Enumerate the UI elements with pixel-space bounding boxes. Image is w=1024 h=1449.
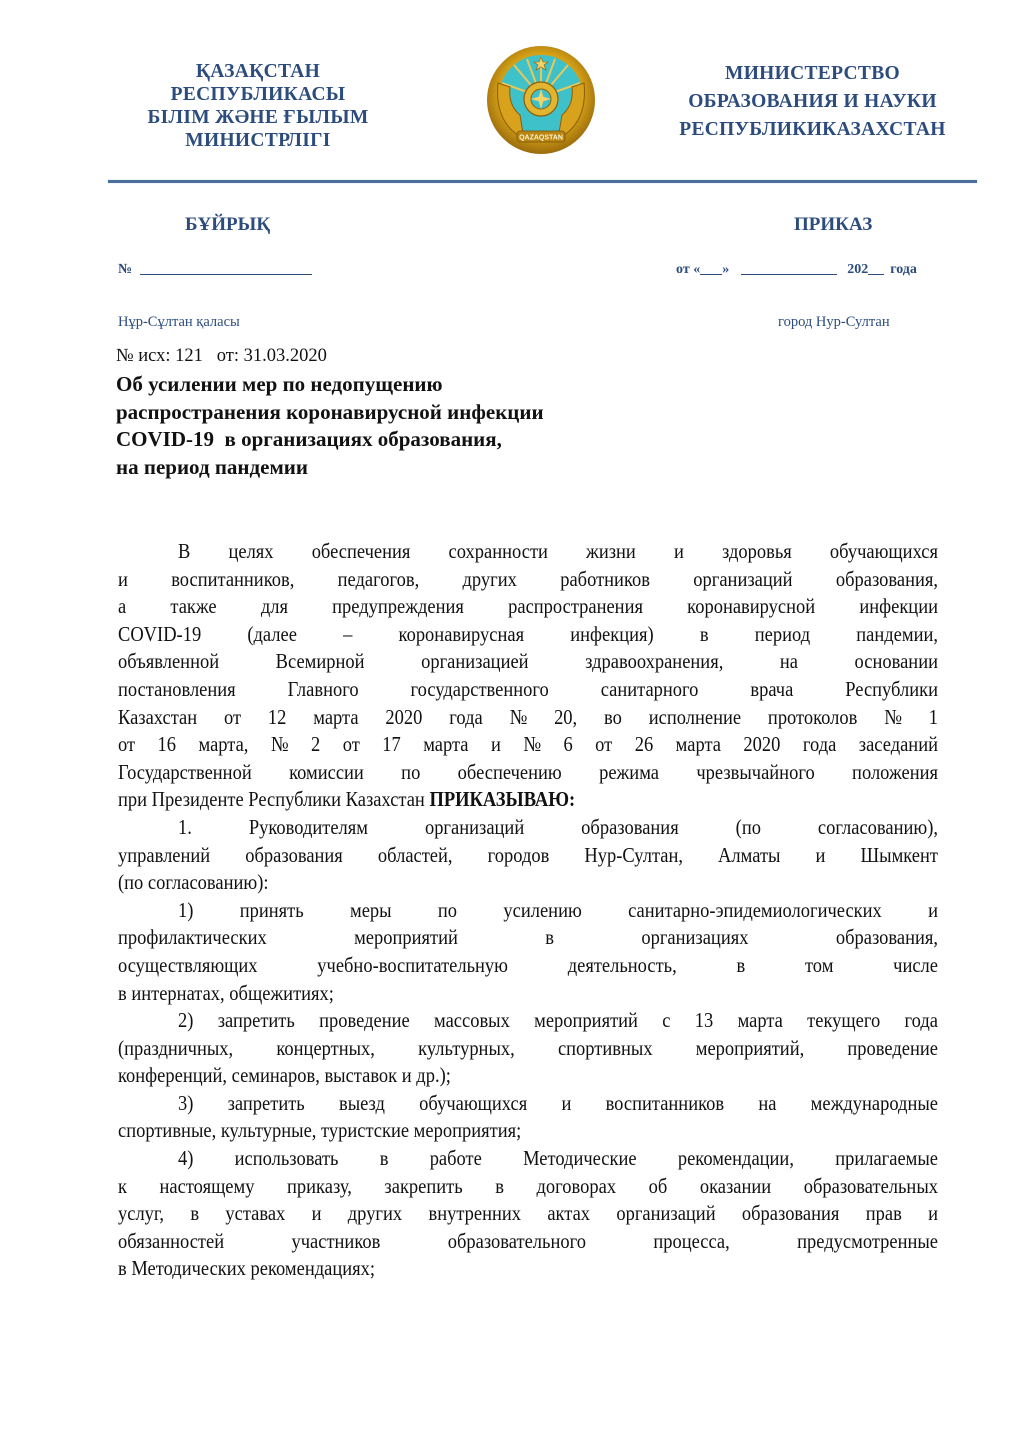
body-line <box>118 952 938 980</box>
body-text-run: В целях обеспечения сохранности жизни и здоровья обучающихся <box>178 539 938 563</box>
body-line-text <box>118 1255 375 1283</box>
body-text-run: и воспитанников, педагогов, других работников организаций образования, <box>118 566 939 591</box>
body-line <box>118 1173 938 1201</box>
body-line-text <box>118 676 938 704</box>
body-line-text <box>118 593 938 621</box>
day-blank <box>700 274 722 275</box>
body-text-run: управлений образования областей, городов Нур-Султан, Алматы и Шымкент <box>118 842 938 867</box>
order-directive: ПРИКАЗЫВАЮ: <box>429 787 576 812</box>
city-kazakh: Нұр-Сұлтан қаласы <box>118 314 240 330</box>
body-line <box>118 1035 938 1063</box>
body-line <box>118 869 938 897</box>
body-text-run: (по согласованию): <box>118 870 269 895</box>
body-line <box>118 924 938 952</box>
number-blank <box>140 274 312 275</box>
body-line <box>118 566 938 594</box>
body-line-text <box>118 924 938 952</box>
body-text-run: от 16 марта, № 2 от 17 марта и № 6 от 26 марта 2020 года заседаний <box>118 732 938 757</box>
body-line <box>118 897 938 925</box>
body-line <box>118 980 938 1008</box>
body-line <box>118 1062 938 1090</box>
body-line <box>118 731 938 759</box>
body-line <box>118 814 938 842</box>
subject-line: Об усилении мер по недопущению <box>116 372 443 396</box>
body-line-text <box>118 1228 938 1256</box>
body-line <box>118 786 938 814</box>
order-subject <box>116 371 544 481</box>
body-text-run: 2) запретить проведение массовых мероприятий с 13 марта текущего года <box>178 1008 938 1033</box>
body-text-run: спортивные, культурные, туристские мероприятия; <box>118 1118 522 1143</box>
body-line-text <box>118 952 938 980</box>
body-line-text <box>118 759 938 787</box>
body-line-text <box>118 1173 938 1201</box>
outgoing-number <box>116 346 327 367</box>
body-line-text <box>178 897 938 925</box>
body-text-run: 1) принять меры по усилению санитарно-эпидемиологических и <box>178 897 938 922</box>
body-text-run: к настоящему приказу, закрепить в договорах об оказании образовательных <box>118 1173 938 1198</box>
body-text-run: COVID-19 (далее – коронавирусная инфекция) в период пандемии, <box>118 621 939 646</box>
body-text-run: постановления Главного государственного санитарного врача Республики <box>118 676 938 701</box>
ministry-kz-line: МИНИСТРЛІГІ <box>185 130 331 151</box>
body-line-text <box>118 1062 451 1090</box>
body-text-run: 3) запретить выезд обучающихся и воспитанников на международные <box>178 1090 938 1115</box>
body-line-text <box>118 648 938 676</box>
body-line <box>118 593 938 621</box>
body-text-run: обязанностей участников образовательного процесса, предусмотренные <box>118 1228 939 1253</box>
subject-line: на период пандемии <box>116 454 308 479</box>
order-body <box>118 538 938 1283</box>
body-line <box>118 1145 938 1173</box>
order-date-field <box>676 262 917 278</box>
body-line-text <box>118 980 334 1008</box>
body-line-text <box>178 1145 938 1173</box>
body-text-run: а также для предупреждения распространения коронавирусной инфекции <box>118 594 939 619</box>
body-line-text <box>178 814 938 842</box>
number-label: № <box>118 262 133 277</box>
body-line <box>118 1090 938 1118</box>
subject-line: COVID-19 в организациях образования, <box>116 427 502 451</box>
body-line-text <box>118 786 575 814</box>
body-line <box>118 842 938 870</box>
body-text-run: профилактических мероприятий в организациях образования, <box>118 925 938 950</box>
body-line <box>118 1117 938 1145</box>
outgoing-label: № исх: 121 от: 31.03.2020 <box>116 346 327 366</box>
ministry-ru-line: РЕСПУБЛИКИКАЗАХСТАН <box>679 119 946 140</box>
body-line-text <box>118 566 938 594</box>
body-line-text <box>118 621 938 649</box>
body-text-run: объявленной Всемирной организацией здравоохранения, на основании <box>118 649 938 674</box>
body-line-text <box>118 731 938 759</box>
body-line <box>118 704 938 732</box>
month-blank <box>741 274 837 275</box>
letterhead-divider <box>108 180 977 183</box>
body-line <box>118 538 938 566</box>
body-text-run: услуг, в уставах и других внутренних актах организаций образования прав и <box>118 1201 939 1226</box>
state-emblem-icon <box>484 43 598 157</box>
body-text-run: Казахстан от 12 марта 2020 года № 20, во исполнение протоколов № 1 <box>118 704 938 729</box>
body-line <box>118 1200 938 1228</box>
body-line-text <box>118 869 269 897</box>
body-text-run: осуществляющих учебно-воспитательную деятельность, в том числе <box>118 952 938 977</box>
body-line <box>118 1228 938 1256</box>
body-text-run: конференций, семинаров, выставок и др.); <box>118 1063 451 1088</box>
ministry-kz-line: РЕСПУБЛИКАСЫ <box>170 84 346 105</box>
order-title-kazakh: БҰЙРЫҚ <box>185 214 271 235</box>
body-line-text <box>118 1200 938 1228</box>
body-line-text <box>178 1007 938 1035</box>
body-line <box>118 648 938 676</box>
body-text-run: (праздничных, концертных, культурных, спортивных мероприятий, проведение <box>118 1035 939 1060</box>
body-line <box>118 1255 938 1283</box>
body-line <box>118 759 938 787</box>
body-line <box>118 676 938 704</box>
ministry-name-kazakh <box>118 60 398 152</box>
city-russian: город Нур-Султан <box>778 314 890 330</box>
ministry-kz-line: БІЛІМ ЖӘНЕ ҒЫЛЫМ <box>147 107 369 128</box>
body-line-text <box>178 538 938 566</box>
order-title-russian: ПРИКАЗ <box>794 214 873 235</box>
body-line-text <box>178 1090 938 1118</box>
body-line-text <box>118 1035 938 1063</box>
order-number-field <box>118 262 312 278</box>
date-prefix: от « <box>676 262 701 277</box>
body-line-text <box>118 1117 521 1145</box>
body-line <box>118 621 938 649</box>
subject-line: распространения коронавирусной инфекции <box>116 399 544 424</box>
year-prefix: 202 <box>847 262 869 277</box>
year-suffix: года <box>890 262 917 277</box>
body-line-text <box>118 842 938 870</box>
body-text-run: в интернатах, общежитиях; <box>118 980 334 1005</box>
body-text-run: Государственной комиссии по обеспечению режима чрезвычайного положения <box>118 759 938 784</box>
body-text-run: 1. Руководителям организаций образования (по согласованию), <box>178 814 938 839</box>
ministry-ru-line: МИНИСТЕРСТВО <box>724 63 900 84</box>
ministry-ru-line: ОБРАЗОВАНИЯ И НАУКИ <box>688 91 937 112</box>
body-text-run: при Президенте Республики Казахстан <box>118 787 430 812</box>
ministry-name-russian <box>660 60 965 144</box>
body-text-run: 4) использовать в работе Методические рекомендации, прилагаемые <box>178 1146 938 1171</box>
year-blank <box>868 274 884 275</box>
date-mid: » <box>722 262 730 277</box>
emblem-text: QAZAQSTAN <box>519 134 563 142</box>
ministry-kz-line: ҚАЗАҚСТАН <box>195 61 321 82</box>
body-line-text <box>118 704 938 732</box>
body-line <box>118 1007 938 1035</box>
body-text-run: в Методических рекомендациях; <box>118 1256 376 1281</box>
